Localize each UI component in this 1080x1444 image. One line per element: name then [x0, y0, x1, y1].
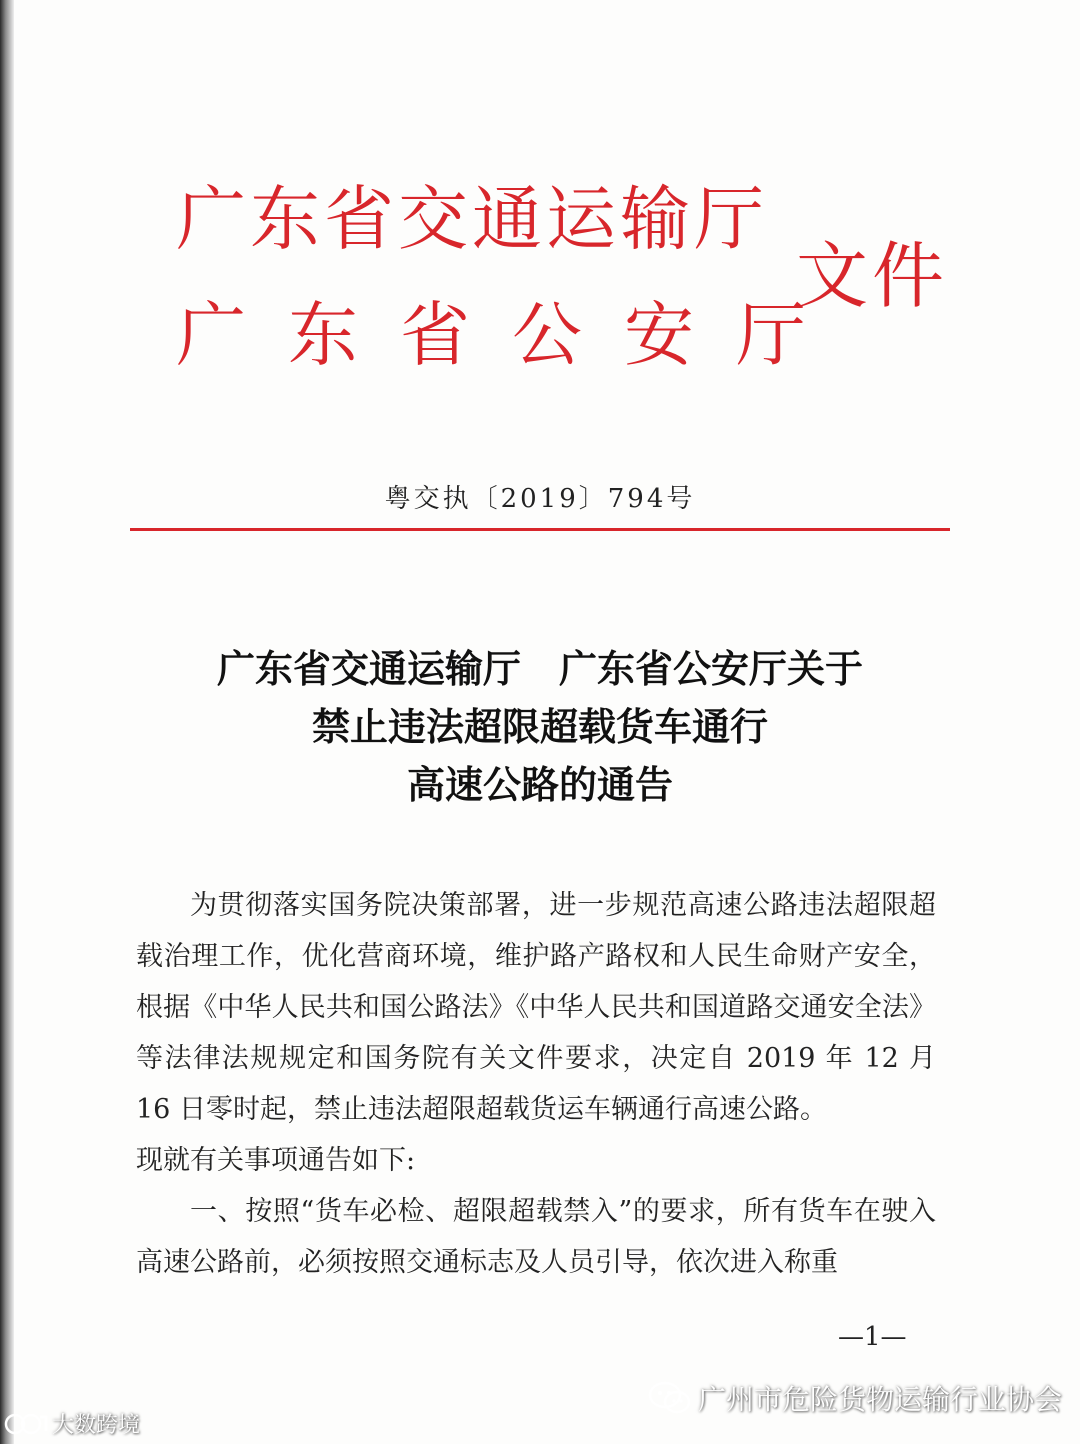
watermark — [648, 1378, 1062, 1418]
red-divider-line — [130, 528, 950, 531]
title-line-1: 广东省交通运输厅 广东省公安厅关于 — [216, 647, 863, 691]
document-body — [136, 880, 936, 1288]
watermark-text: 广州市危险货物运输行业协会 — [698, 1383, 1063, 1416]
body-paragraph-2: 一、按照“货车必检、超限超载禁入”的要求，所有货车在驶入高速公路前，必须按照交通标志及人员引导，依次进入称重 — [136, 1196, 936, 1278]
brand-watermark — [4, 1408, 140, 1439]
document-number: 粤交执〔2019〕794号 — [384, 484, 696, 514]
document-suffix: 文件 — [796, 234, 949, 318]
title-line-2: 禁止违法超限超载货车通行 — [311, 705, 768, 749]
brand-logo-icon — [4, 1409, 48, 1439]
page-number: —1— — [838, 1322, 907, 1352]
issuing-org-line-1: 广东省交通运输厅 — [176, 178, 768, 260]
issuing-org-line-2: 广东省公安厅 — [176, 294, 848, 376]
wechat-icon — [648, 1381, 692, 1415]
title-line-3: 高速公路的通告 — [406, 763, 673, 807]
body-paragraph-1-tail: 现就有关事项通告如下: — [136, 1145, 416, 1176]
document-title — [0, 640, 1080, 814]
body-paragraph-1: 为贯彻落实国务院决策部署，进一步规范高速公路违法超限超载治理工作，优化营商环境，维护路产路权和人民生命财产安全，根据《中华人民共和国公路法》《中华人民共和国道路交通安全法》等法律法规规定和国务院有关文件要求，决定自 2019 年 12 月 16 日零时起，禁止违法超限超载货运车辆通行高速公路。 — [136, 890, 936, 1125]
brand-text: 大数跨境 — [52, 1413, 141, 1438]
